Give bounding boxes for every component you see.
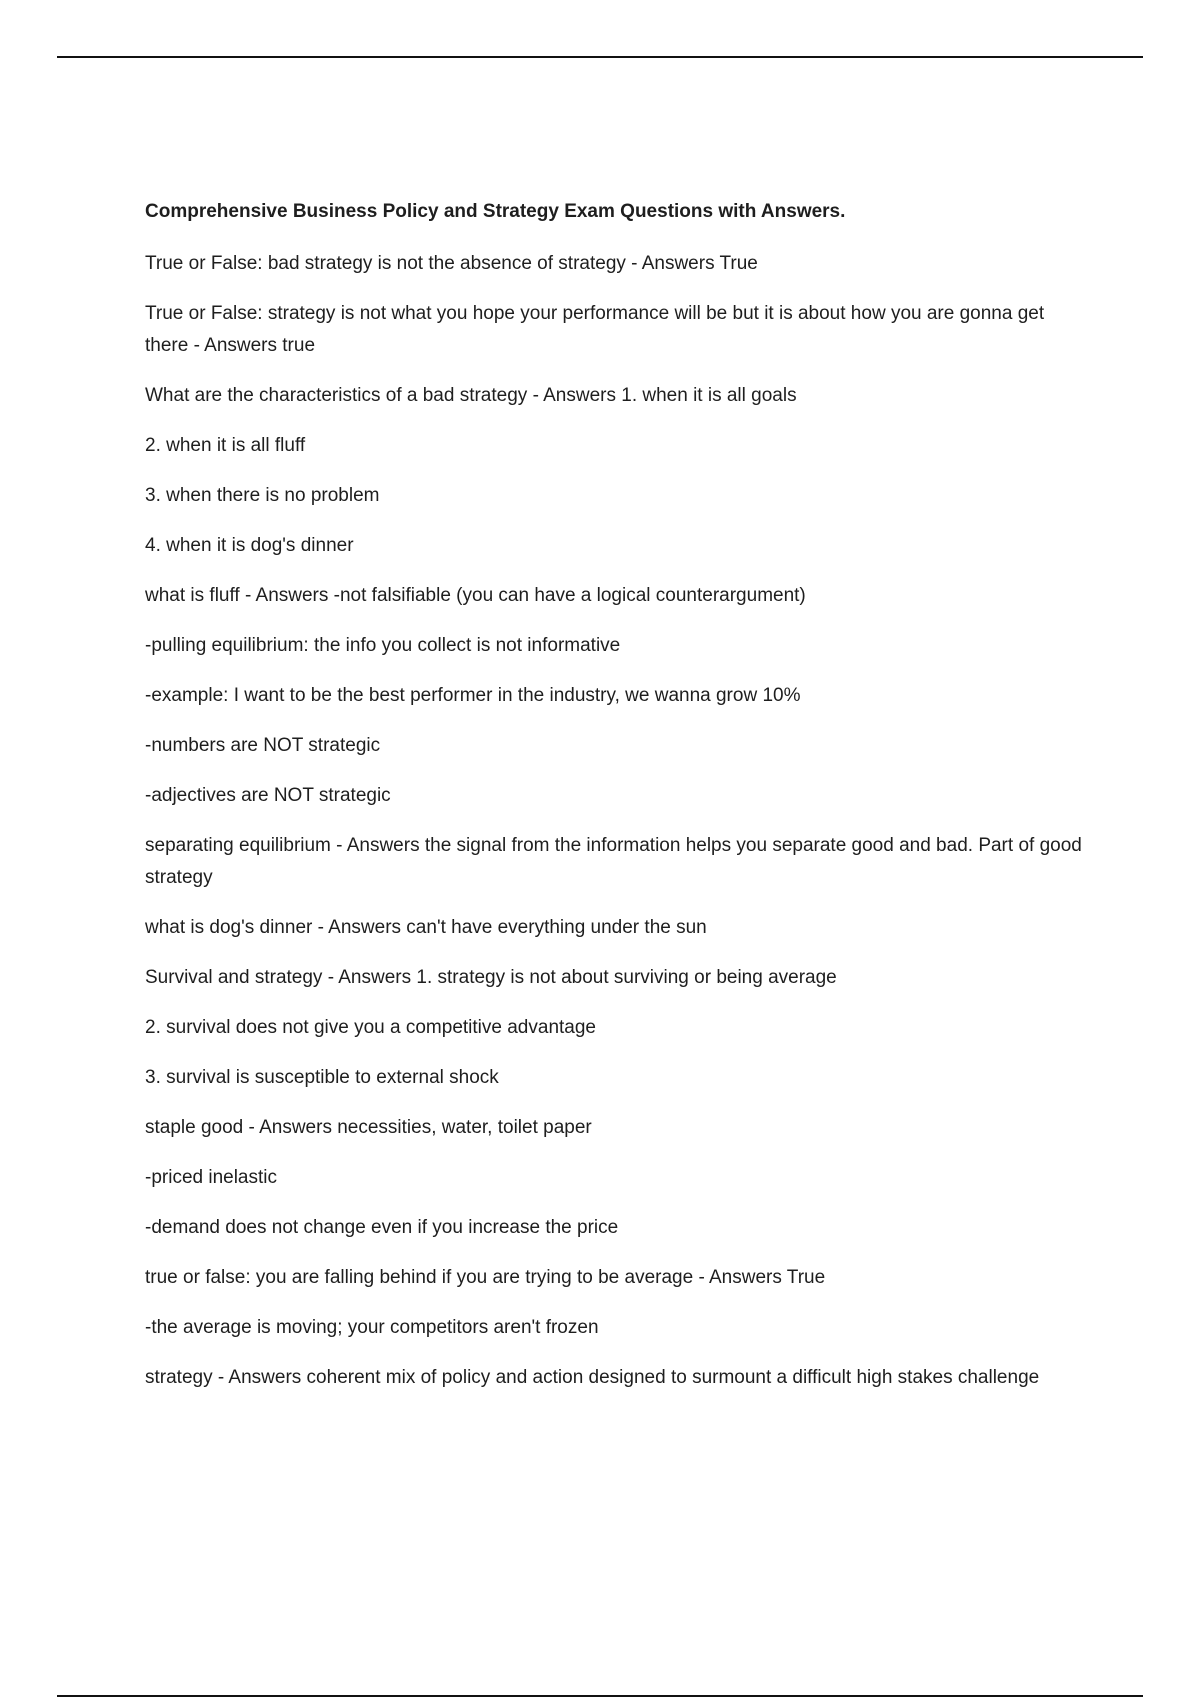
qa-paragraph: What are the characteristics of a bad strategy - Answers 1. when it is all goals — [145, 385, 797, 406]
qa-paragraph: 3. when there is no problem — [145, 485, 380, 506]
document-body — [145, 198, 1085, 1412]
qa-paragraph: -the average is moving; your competitors aren't frozen — [145, 1317, 599, 1338]
qa-paragraph: -demand does not change even if you increase the price — [145, 1217, 619, 1238]
qa-paragraph: True or False: strategy is not what you hope your performance will be but it is about how you are gonna get there - Answers true — [145, 303, 1045, 356]
qa-paragraph: 3. survival is susceptible to external shock — [145, 1067, 499, 1088]
qa-paragraph: -pulling equilibrium: the info you collect is not informative — [145, 635, 621, 656]
document-title: Comprehensive Business Policy and Strategy Exam Questions with Answers. — [145, 201, 846, 222]
qa-paragraph: -adjectives are NOT strategic — [145, 785, 391, 806]
qa-paragraph: -numbers are NOT strategic — [145, 735, 381, 756]
qa-paragraph: -priced inelastic — [145, 1167, 277, 1188]
qa-paragraph: strategy - Answers coherent mix of policy and action designed to surmount a difficult high stakes challenge — [145, 1367, 1040, 1388]
footer-rule — [57, 1695, 1143, 1697]
qa-paragraph: what is dog's dinner - Answers can't have everything under the sun — [145, 917, 707, 938]
qa-paragraph: what is fluff - Answers -not falsifiable (you can have a logical counterargument) — [145, 585, 806, 606]
qa-paragraph: separating equilibrium - Answers the signal from the information helps you separate good and bad. Part of good strategy — [145, 835, 1082, 888]
qa-list — [145, 248, 1085, 1394]
qa-paragraph: true or false: you are falling behind if you are trying to be average - Answers True — [145, 1267, 826, 1288]
header-rule — [57, 56, 1143, 58]
qa-paragraph: -example: I want to be the best performer in the industry, we wanna grow 10% — [145, 685, 801, 706]
qa-paragraph: 2. when it is all fluff — [145, 435, 306, 456]
qa-paragraph: 4. when it is dog's dinner — [145, 535, 354, 556]
qa-paragraph: True or False: bad strategy is not the absence of strategy - Answers True — [145, 253, 758, 274]
qa-paragraph: Survival and strategy - Answers 1. strategy is not about surviving or being average — [145, 967, 837, 988]
qa-paragraph: staple good - Answers necessities, water, toilet paper — [145, 1117, 592, 1138]
qa-paragraph: 2. survival does not give you a competitive advantage — [145, 1017, 596, 1038]
